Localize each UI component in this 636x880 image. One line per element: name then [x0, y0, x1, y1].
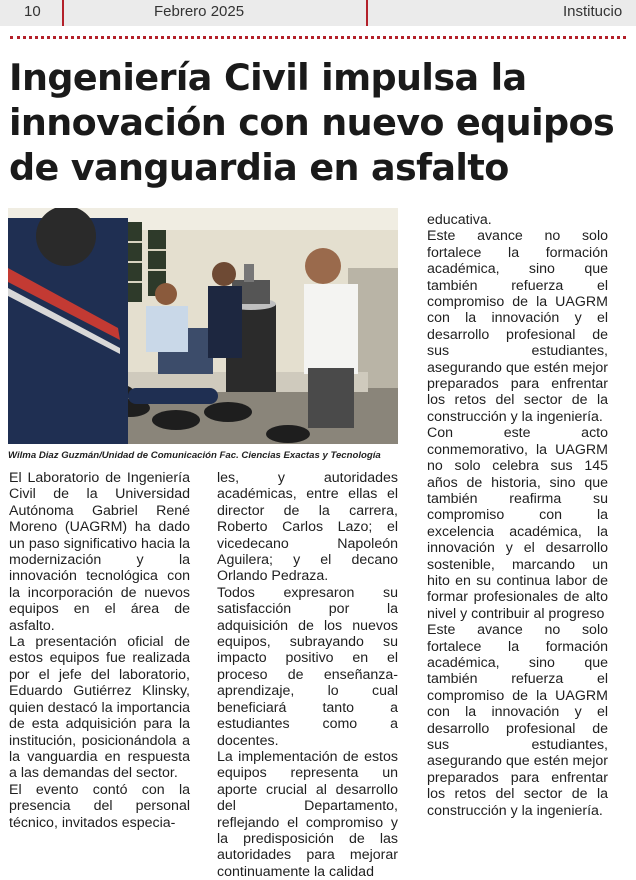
- paragraph: educativa.: [427, 212, 492, 228]
- article-column-3: [427, 212, 608, 819]
- header-divider: [62, 0, 64, 26]
- article-column-1: [9, 470, 190, 831]
- dotted-separator: [10, 36, 626, 39]
- article-headline: Ingeniería Civil impulsa la innovación con nuevo equipos de vanguardia en asfalto: [9, 56, 615, 189]
- page-header: [0, 0, 636, 26]
- paragraph: les, y autoridades académicas, entre ellas el director de la carrera, Roberto Carlos Lazo; el vicedecano Napoleón Aguilera; y el decano Orlando Pedraza.: [217, 470, 398, 585]
- paragraph: La presentación oficial de estos equipos fue realizada por el jefe del laboratorio, Eduardo Gutiérrez Klinsky, quien destacó la importancia de esta adquisición para la institución, posicionándola a la vanguardia en respuesta a las demandas del sector.: [9, 634, 190, 782]
- paragraph: La implementación de estos equipos representa un aporte crucial al desarrollo del Departamento, reflejando el compromiso y la predisposición de las autoridades para mejorar continuamente la calidad: [217, 748, 398, 880]
- paragraph: Este avance no solo fortalece la formación académica, sino que también refuerza el compromiso de la UAGRM con la innovación y el desarrollo profesional de sus estudiantes, asegurando que estén mejor preparados para enfrentar los retos del sector de la construcción y la ingeniería.: [427, 622, 608, 819]
- paragraph: Todos expresaron su satisfacción por la adquisición de los nuevos equipos, subrayando su impacto positivo en el proceso de enseñanza-aprendizaje, lo cual beneficiará tanto a estudiantes como a docentes.: [217, 584, 398, 749]
- issue-date: Febrero 2025: [154, 3, 245, 20]
- photo-caption: Wilma Diaz Guzmán/Unidad de Comunicación Fac. Ciencias Exactas y Tecnología: [8, 450, 381, 461]
- paragraph: Este avance no solo fortalece la formación académica, sino que también refuerza el compromiso de la UAGRM con la innovación y el desarrollo profesional de sus estudiantes, asegurando que estén mejor preparados para enfrentar los retos del sector de la construcción y la ingeniería.: [427, 228, 608, 425]
- header-divider: [366, 0, 368, 26]
- page-number: 10: [24, 3, 41, 20]
- article-column-2: [217, 470, 398, 880]
- paragraph: El Laboratorio de Ingeniería Civil de la Universidad Autónoma Gabriel René Moreno (UAGRM) ha dado un paso significativo hacia la modernización y la innovación tecnológica con la incorporación de nuevos equipos en el área de asfalto.: [9, 470, 190, 634]
- article-photo: [8, 208, 398, 444]
- paragraph: El evento contó con la presencia del personal técnico, invitados especia-: [9, 781, 190, 831]
- paragraph: Con este acto conmemorativo, la UAGRM no solo celebra sus 145 años de historia, sino que también reafirma su compromiso con la excelencia académica, la innovación y el desarrollo sostenible, marcando un hito en su continua labor de formar profesionales de alto nivel y contribuir al progreso: [427, 425, 608, 622]
- section-name: Institucio: [563, 3, 623, 20]
